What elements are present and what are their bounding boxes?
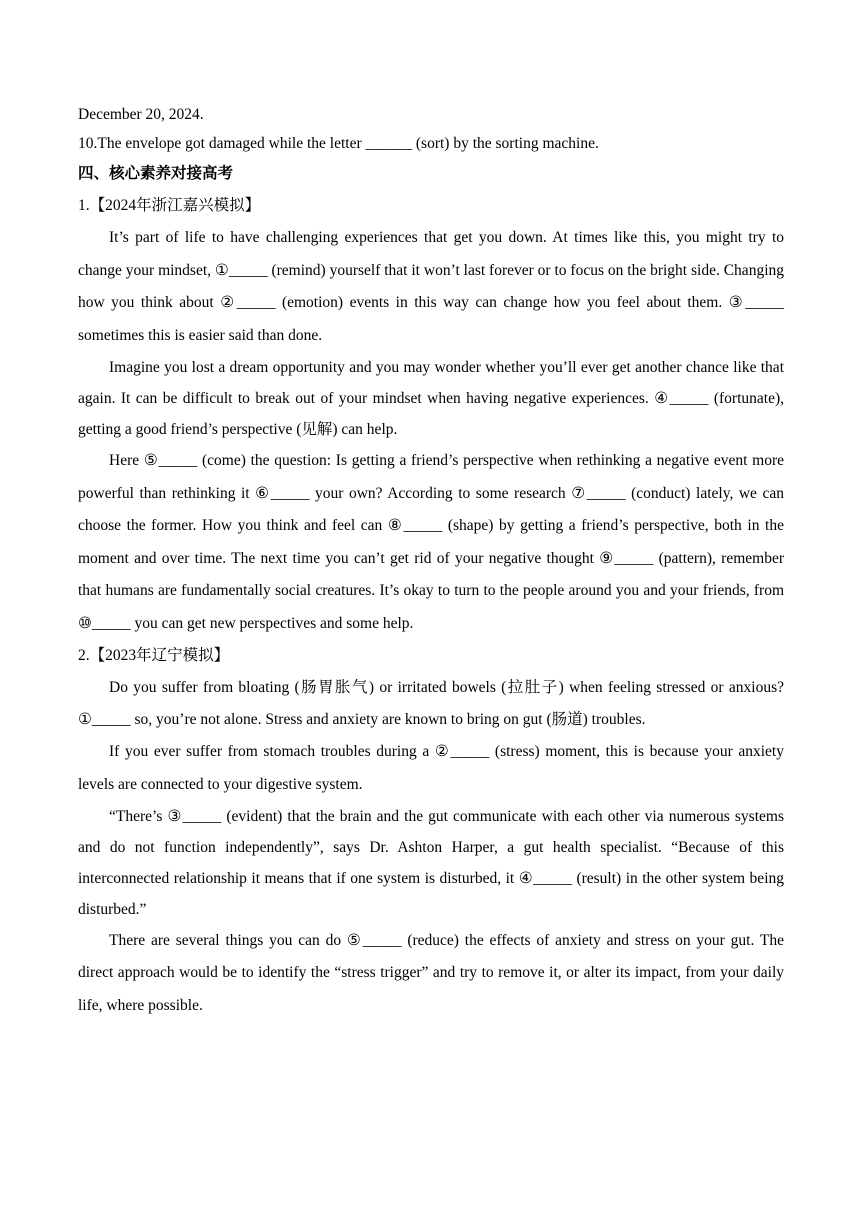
passage-1-paragraph-3: Here ⑤_____ (come) the question: Is getting a friend’s perspective when rethinking a negative event more powerful than rethinking it ⑥_____ your own? According to some research ⑦_____ (conduct) lately, we can choose the former. How you think and feel can ⑧_____ (shape) by getting a friend’s perspective, both in the moment and over time. The next time you can’t get rid of your negative thought ⑨_____ (pattern), remember that humans are fundamentally social creatures. It’s okay to turn to the people around you and your friends, from ⑩_____ you can get new perspectives and some help. xyxy=(78,452,784,632)
question-10: 10.The envelope got damaged while the letter ______ (sort) by the sorting machine. xyxy=(78,135,599,152)
passage-1-source: 1.【2024年浙江嘉兴模拟】 xyxy=(78,197,261,214)
passage-2-source: 2.【2023年辽宁模拟】 xyxy=(78,647,230,664)
passage-2-paragraph-2: If you ever suffer from stomach troubles during a ②_____ (stress) moment, this is because your anxiety levels are connected to your digestive system. xyxy=(78,743,784,793)
date-line: December 20, 2024. xyxy=(78,106,204,123)
passage-2-paragraph-1: Do you suffer from bloating (肠胃胀气) or irritated bowels (拉肚子) when feeling stressed or anxious? ①_____ so, you’re not alone. Stress and anxiety are known to bring on gut (肠道) troubles. xyxy=(78,679,784,729)
passage-2-paragraph-4: There are several things you can do ⑤_____ (reduce) the effects of anxiety and stress on your gut. The direct approach would be to identify the “stress trigger” and try to remove it, or alter its impact, from your daily life, where possible. xyxy=(78,931,784,1014)
section-heading: 四、核心素养对接高考 xyxy=(78,165,234,182)
passage-2-paragraph-3: “There’s ③_____ (evident) that the brain and the gut communicate with each other via numerous systems and do not function independently”, says Dr. Ashton Harper, a gut health specialist. “Because of this interconnected relationship it means that if one system is disturbed, it ④_____ (result) in the other system being disturbed.” xyxy=(78,807,784,918)
passage-1-paragraph-1: It’s part of life to have challenging experiences that get you down. At times like this, you might try to change your mindset, ①_____ (remind) yourself that it won’t last forever or to focus on the bright side. Changing how you think about ②_____ (emotion) events in this way can change how you feel about them. ③_____ sometimes this is easier said than done. xyxy=(78,229,784,344)
document-page xyxy=(78,100,784,1022)
passage-1-paragraph-2: Imagine you lost a dream opportunity and you may wonder whether you’ll ever get another chance like that again. It can be difficult to break out of your mindset when having negative experiences. ④_____ (fortunate), getting a good friend’s perspective (见解) can help. xyxy=(78,359,784,438)
